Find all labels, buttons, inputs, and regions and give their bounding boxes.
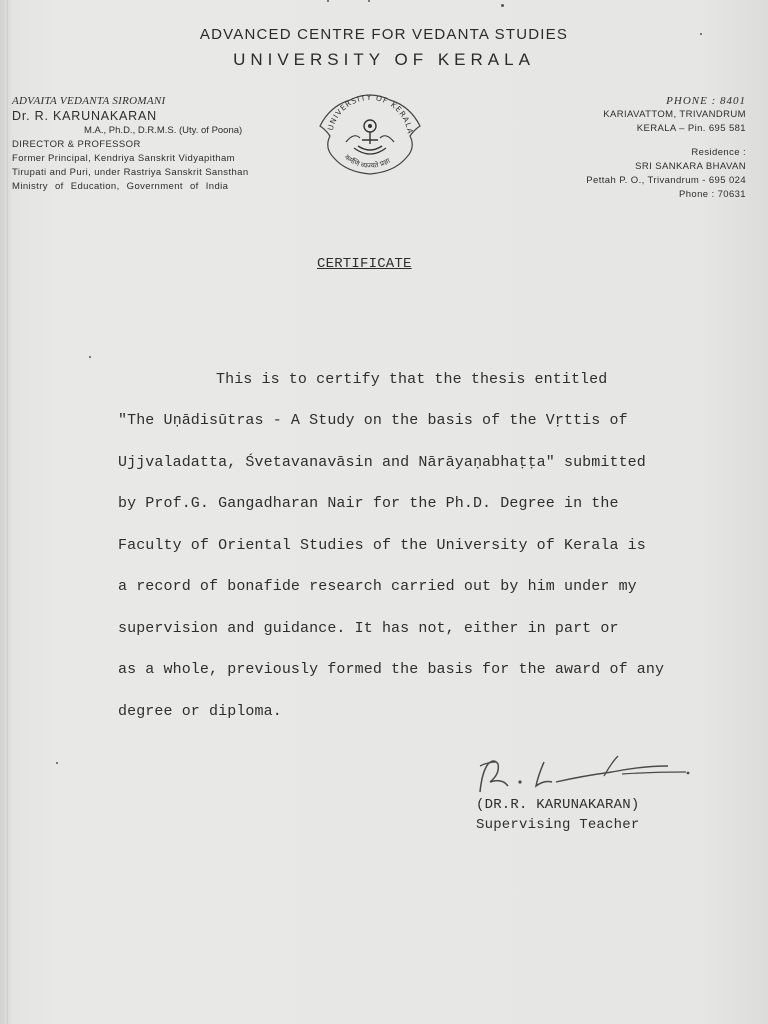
page-edge — [7, 0, 8, 1024]
centre-heading: ADVANCED CENTRE FOR VEDANTA STUDIES — [199, 26, 569, 43]
signature-icon — [472, 752, 702, 800]
former-post-line-3: Ministry of Education, Government of India — [12, 181, 229, 192]
scan-speck — [368, 0, 370, 2]
former-post-line-2: Tirupati and Puri, under Rastriya Sanskrit Sansthan — [12, 167, 249, 178]
certificate-line-9: degree or diploma. — [118, 703, 282, 720]
office-phone: PHONE : 8401 — [666, 95, 746, 107]
certificate-title: CERTIFICATE — [317, 256, 412, 272]
scan-speck — [89, 356, 91, 358]
office-address-line-1: KARIAVATTOM, TRIVANDRUM — [603, 109, 746, 120]
svg-text:कर्मणि व्यज्यते प्रज्ञा — [343, 153, 392, 170]
letterhead-left — [12, 94, 302, 194]
svg-text:UNIVERSITY OF KERALA — [326, 93, 415, 135]
certificate-line-7: supervision and guidance. It has not, either in part or — [118, 620, 619, 637]
honorific-title: ADVAITA VEDANTA SIROMANI — [12, 95, 166, 107]
scan-speck — [501, 4, 504, 7]
certificate-line-4: by Prof.G. Gangadharan Nair for the Ph.D. Degree in the — [118, 495, 619, 512]
signatory-name: (DR.R. KARUNAKARAN) — [476, 797, 640, 813]
certificate-line-3: Ujjvaladatta, Śvetavanavāsin and Nārāyaṇabhaṭṭa" submitted — [118, 454, 646, 471]
certificate-line-5: Faculty of Oriental Studies of the University of Kerala is — [118, 537, 646, 554]
certificate-line-1: This is to certify that the thesis entitled — [216, 371, 608, 388]
university-heading: UNIVERSITY OF KERALA — [233, 50, 535, 69]
seal-emblem-icon — [310, 86, 430, 178]
handwritten-signature — [472, 752, 702, 800]
university-seal — [310, 86, 430, 178]
scan-speck — [700, 33, 702, 35]
director-position: DIRECTOR & PROFESSOR — [12, 139, 141, 150]
scan-speck — [56, 762, 58, 764]
seal-top-text: UNIVERSITY OF KERALA — [325, 92, 415, 136]
letterhead-right — [486, 94, 746, 202]
director-name: Dr. R. KARUNAKARAN — [12, 109, 157, 123]
residence-line-1: SRI SANKARA BHAVAN — [635, 161, 746, 172]
residence-label: Residence : — [691, 147, 746, 158]
signatory-title: Supervising Teacher — [476, 817, 640, 833]
director-degrees: M.A., Ph.D., D.R.M.S. (Uty. of Poona) — [84, 125, 243, 136]
scan-speck — [327, 0, 329, 2]
former-post-line-1: Former Principal, Kendriya Sanskrit Vidyapitham — [12, 153, 235, 164]
certificate-line-8: as a whole, previously formed the basis for the award of any — [118, 661, 665, 678]
certificate-line-2: "The Uṇādisūtras - A Study on the basis of the Vṛttis of — [118, 412, 628, 429]
certificate-line-6: a record of bonafide research carried out by him under my — [118, 578, 637, 595]
office-address-line-2: KERALA – Pin. 695 581 — [636, 123, 746, 134]
seal-bottom-text: कर्मणि व्यज्यते प्रज्ञा — [342, 153, 392, 170]
residence-phone: Phone : 70631 — [678, 189, 746, 200]
residence-line-2: Pettah P. O., Trivandrum - 695 024 — [586, 175, 746, 186]
